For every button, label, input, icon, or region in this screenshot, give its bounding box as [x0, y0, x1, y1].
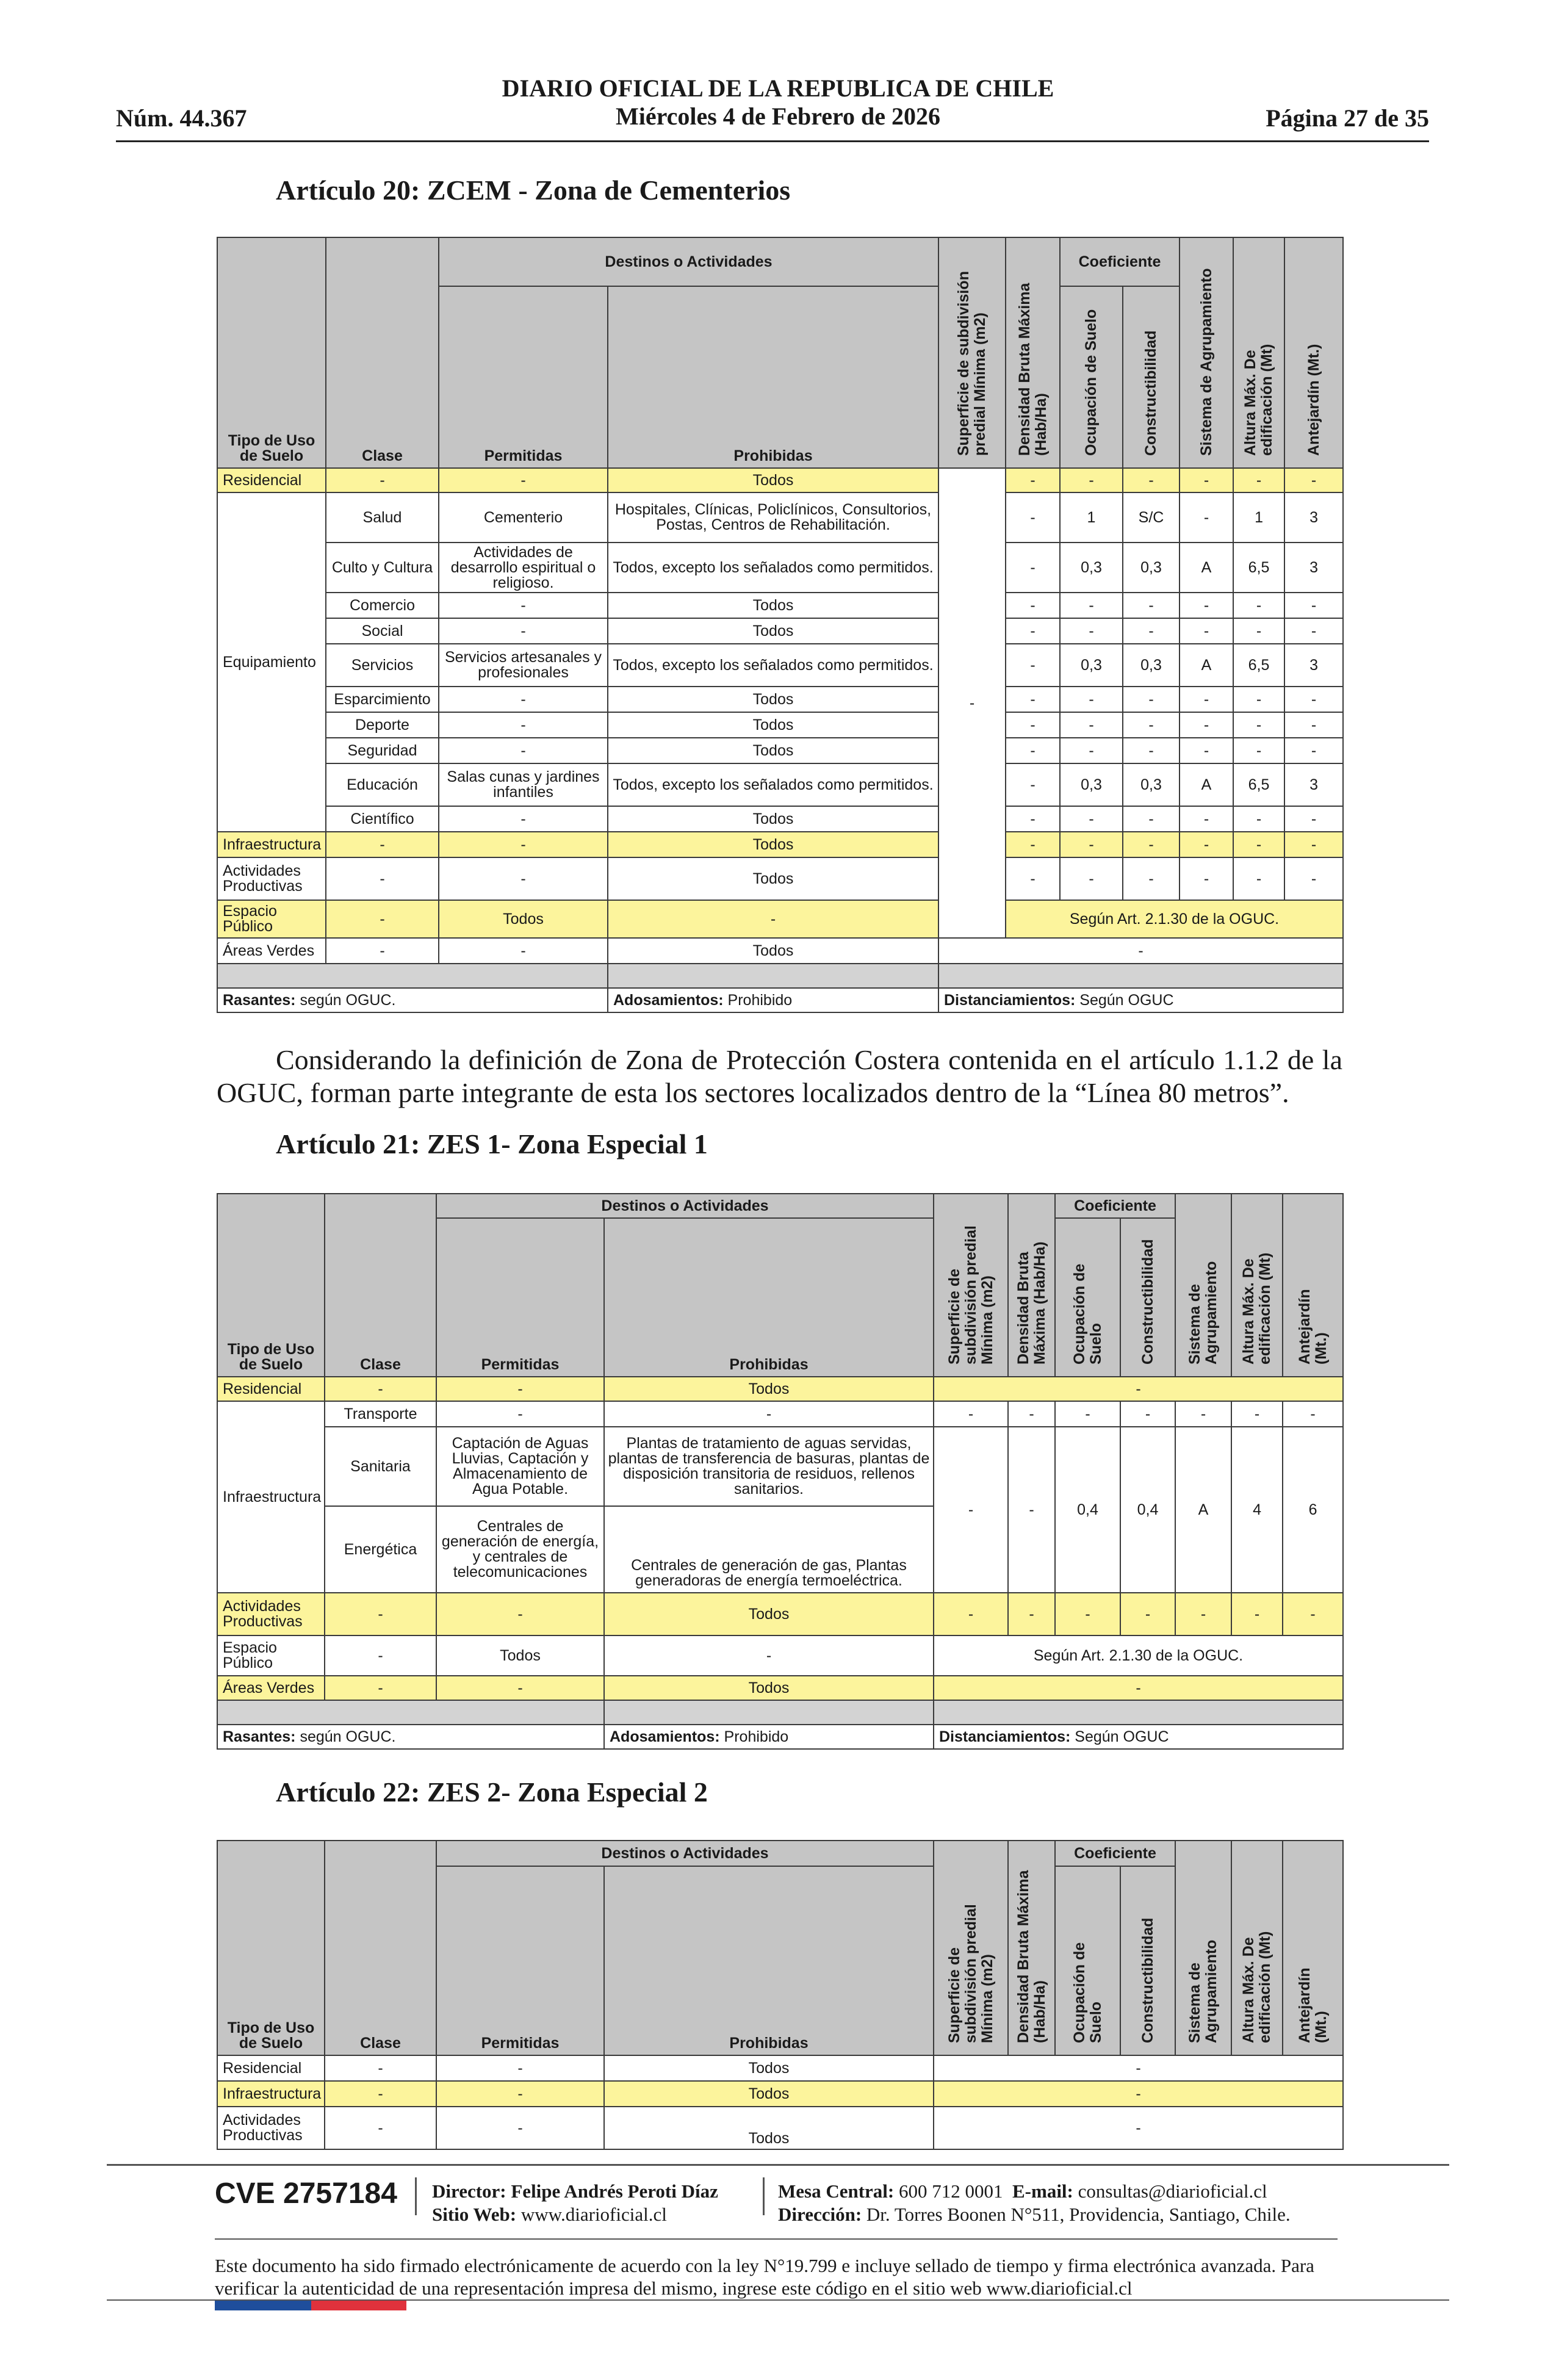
col-sistema: Sistema de Agrupamiento	[1175, 1841, 1231, 2055]
table-row: Infraestructura - - Todos -	[217, 2081, 1343, 2107]
table-row: Infraestructura Transporte - - - - - - - - -	[217, 1401, 1343, 1427]
table-row: Actividades Productivas - - Todos -	[217, 2107, 1343, 2149]
footer-director-block: Director: Felipe Andrés Peroti Díaz Sitio Web: www.diarioficial.cl	[432, 2180, 718, 2225]
col-destinos: Destinos o Actividades	[439, 237, 938, 286]
table-footer-row: Rasantes: según OGUC. Adosamientos: Prohibido Distanciamientos: Según OGUC	[217, 988, 1343, 1012]
footer-divider	[415, 2177, 417, 2215]
table-row: Energética Centrales de generación de energía, y centrales de telecomunicaciones Centrales de generación de gas, Plantas generadoras de energía termoeléctrica.	[217, 1506, 1343, 1593]
col-antejardin: Antejardín (Mt.)	[1284, 237, 1343, 468]
zcem-table	[217, 237, 1344, 1013]
page-number: Página 27 de 35	[1266, 104, 1429, 132]
flag-stripe-red	[311, 2301, 406, 2310]
superficie-merged: -	[938, 468, 1006, 938]
footer-contact-block: Mesa Central: 600 712 0001 E-mail: consultas@diarioficial.cl Dirección: Dr. Torres Boonen N°511, Providencia, Santiago, Chile.	[778, 2180, 1291, 2225]
col-prohibidas: Prohibidas	[604, 1218, 934, 1377]
col-altura: Altura Máx. De edificación (Mt)	[1233, 237, 1284, 468]
col-constructibilidad: Constructibilidad	[1123, 286, 1180, 468]
legal-notice: Este documento ha sido firmado electrónicamente de acuerdo con la ley N°19.799 e incluye sellado de tiempo y firma electrónica avanzada. Para verificar la autenticidad de una representación impresa del mismo, ingrese este código en el sitio web www.diarioficial.cl	[215, 2255, 1314, 2299]
gazette-title: DIARIO OFICIAL DE LA REPUBLICA DE CHILE	[502, 74, 1054, 102]
table-row: Áreas Verdes - - Todos -	[217, 938, 1343, 964]
footer-divider	[763, 2177, 765, 2215]
cve-code: CVE 2757184	[215, 2177, 397, 2210]
col-prohibidas: Prohibidas	[608, 286, 938, 468]
col-permitidas: Permitidas	[436, 1218, 604, 1377]
col-antejardin: Antejardín (Mt.)	[1283, 1194, 1343, 1377]
col-sistema: Sistema de Agrupamiento	[1175, 1194, 1231, 1377]
zes2-table	[217, 1840, 1344, 2150]
col-coeficiente: Coeficiente	[1060, 237, 1180, 286]
flag-stripe-blue	[215, 2301, 311, 2310]
table-row: Sanitaria Captación de Aguas Lluvias, Captación y Almacenamiento de Agua Potable. Plantas de tratamiento de aguas servidas, plantas de transferencia de basuras, plantas de disposición transitoria de residuos, rellenos sanitarios. - - 0,4 0,4 A 4 6	[217, 1427, 1343, 1506]
col-constructibilidad: Constructibilidad	[1120, 1218, 1175, 1377]
col-tipo-uso: Tipo de Uso de Suelo	[217, 1841, 325, 2055]
table-row: Científico - Todos - - - - - -	[217, 806, 1343, 832]
table-row: Espacio Público - Todos - Según Art. 2.1.30 de la OGUC.	[217, 1635, 1343, 1676]
table-row: Esparcimiento - Todos - - - - - -	[217, 687, 1343, 712]
col-superficie: Superficie de subdivisión predial Mínima (m2)	[934, 1841, 1008, 2055]
col-ocupacion: Ocupación de Suelo	[1055, 1866, 1120, 2055]
table-row: Comercio - Todos - - - - - -	[217, 593, 1343, 618]
table-row: Residencial - - Todos - - - - - - -	[217, 468, 1343, 492]
col-densidad: Densidad Bruta Máxima (Hab/Ha)	[1008, 1194, 1055, 1377]
email-link[interactable]: consultas@diarioficial.cl	[1078, 2180, 1267, 2202]
table-row: Residencial - - Todos -	[217, 2055, 1343, 2081]
col-ocupacion: Ocupación de Suelo	[1060, 286, 1123, 468]
col-sistema: Sistema de Agrupamiento	[1180, 237, 1233, 468]
col-clase: Clase	[325, 1194, 436, 1377]
table-row: Actividades Productivas - - Todos - - - - - -	[217, 857, 1343, 900]
col-superficie: Superficie de subdivisión predial Mínima (m2)	[938, 237, 1006, 468]
col-destinos: Destinos o Actividades	[436, 1841, 934, 1866]
body-paragraph: Considerando la definición de Zona de Protección Costera contenida en el artículo 1.1.2 de la OGUC, forman parte integrante de esta los sectores localizados dentro de la “Línea 80 metros”.	[217, 1044, 1342, 1108]
table-row: Servicios Servicios artesanales y profesionales Todos, excepto los señalados como permitidos. - 0,3 0,3 A 6,5 3	[217, 644, 1343, 687]
col-clase: Clase	[326, 237, 439, 468]
col-tipo-uso: Tipo de Uso de Suelo	[217, 237, 326, 468]
table-row: Infraestructura - - Todos - - - - - -	[217, 832, 1343, 857]
table-row: Seguridad - Todos - - - - - -	[217, 738, 1343, 763]
article-20-title: Artículo 20: ZCEM - Zona de Cementerios	[276, 175, 791, 206]
website-link[interactable]: www.diarioficial.cl	[520, 2204, 667, 2225]
table-footer-row: Rasantes: según OGUC. Adosamientos: Prohibido Distanciamientos: Según OGUC	[217, 1725, 1343, 1749]
table-row: Social - Todos - - - - - -	[217, 618, 1343, 644]
table-row: Espacio Público - Todos - Según Art. 2.1.30 de la OGUC.	[217, 900, 1343, 938]
col-ocupacion: Ocupación de Suelo	[1055, 1218, 1120, 1377]
col-prohibidas: Prohibidas	[604, 1866, 934, 2055]
col-altura: Altura Máx. De edificación (Mt)	[1231, 1841, 1283, 2055]
col-clase: Clase	[325, 1841, 436, 2055]
table-row: Educación Salas cunas y jardines infantiles Todos, excepto los señalados como permitidos. - 0,3 0,3 A 6,5 3	[217, 763, 1343, 806]
col-permitidas: Permitidas	[439, 286, 608, 468]
header-rule	[116, 140, 1429, 142]
col-coeficiente: Coeficiente	[1055, 1194, 1175, 1218]
table-row: Culto y Cultura Actividades de desarrollo espiritual o religioso. Todos, excepto los señalados como permitidos. - 0,3 0,3 A 6,5 3	[217, 543, 1343, 593]
publication-date: Miércoles 4 de Febrero de 2026	[615, 103, 941, 130]
table-row: Residencial - - Todos -	[217, 1377, 1343, 1401]
article-22-title: Artículo 22: ZES 2- Zona Especial 2	[276, 1776, 708, 1808]
table-row: Deporte - Todos - - - - - -	[217, 712, 1343, 738]
footer-rule-mid	[215, 2238, 1338, 2240]
col-destinos: Destinos o Actividades	[436, 1194, 934, 1218]
table-row: Equipamiento Salud Cementerio Hospitales, Clínicas, Policlínicos, Consultorios, Postas, Centros de Rehabilitación. - 1 S/C - 1 3	[217, 492, 1343, 543]
col-altura: Altura Máx. De edificación (Mt)	[1231, 1194, 1283, 1377]
article-21-title: Artículo 21: ZES 1- Zona Especial 1	[276, 1128, 708, 1159]
table-spacer-row	[217, 964, 1343, 988]
director-name: Felipe Andrés Peroti Díaz	[511, 2180, 718, 2202]
col-antejardin: Antejardín (Mt.)	[1283, 1841, 1343, 2055]
table-row: Actividades Productivas - - Todos - - - - - - -	[217, 1593, 1343, 1635]
col-densidad: Densidad Bruta Máxima (Hab/Ha)	[1008, 1841, 1055, 2055]
table-spacer-row	[217, 1700, 1343, 1725]
col-constructibilidad: Constructibilidad	[1120, 1866, 1175, 2055]
col-coeficiente: Coeficiente	[1055, 1841, 1175, 1866]
col-densidad: Densidad Bruta Máxima (Hab/Ha)	[1006, 237, 1060, 468]
issue-number: Núm. 44.367	[116, 104, 247, 132]
col-superficie: Superficie de subdivisión predial Mínima (m2)	[934, 1194, 1008, 1377]
footer-rule-top	[107, 2164, 1449, 2166]
zes1-table	[217, 1193, 1344, 1750]
table-row: Áreas Verdes - - Todos -	[217, 1676, 1343, 1700]
col-tipo-uso: Tipo de Uso de Suelo	[217, 1194, 325, 1377]
col-permitidas: Permitidas	[436, 1866, 604, 2055]
